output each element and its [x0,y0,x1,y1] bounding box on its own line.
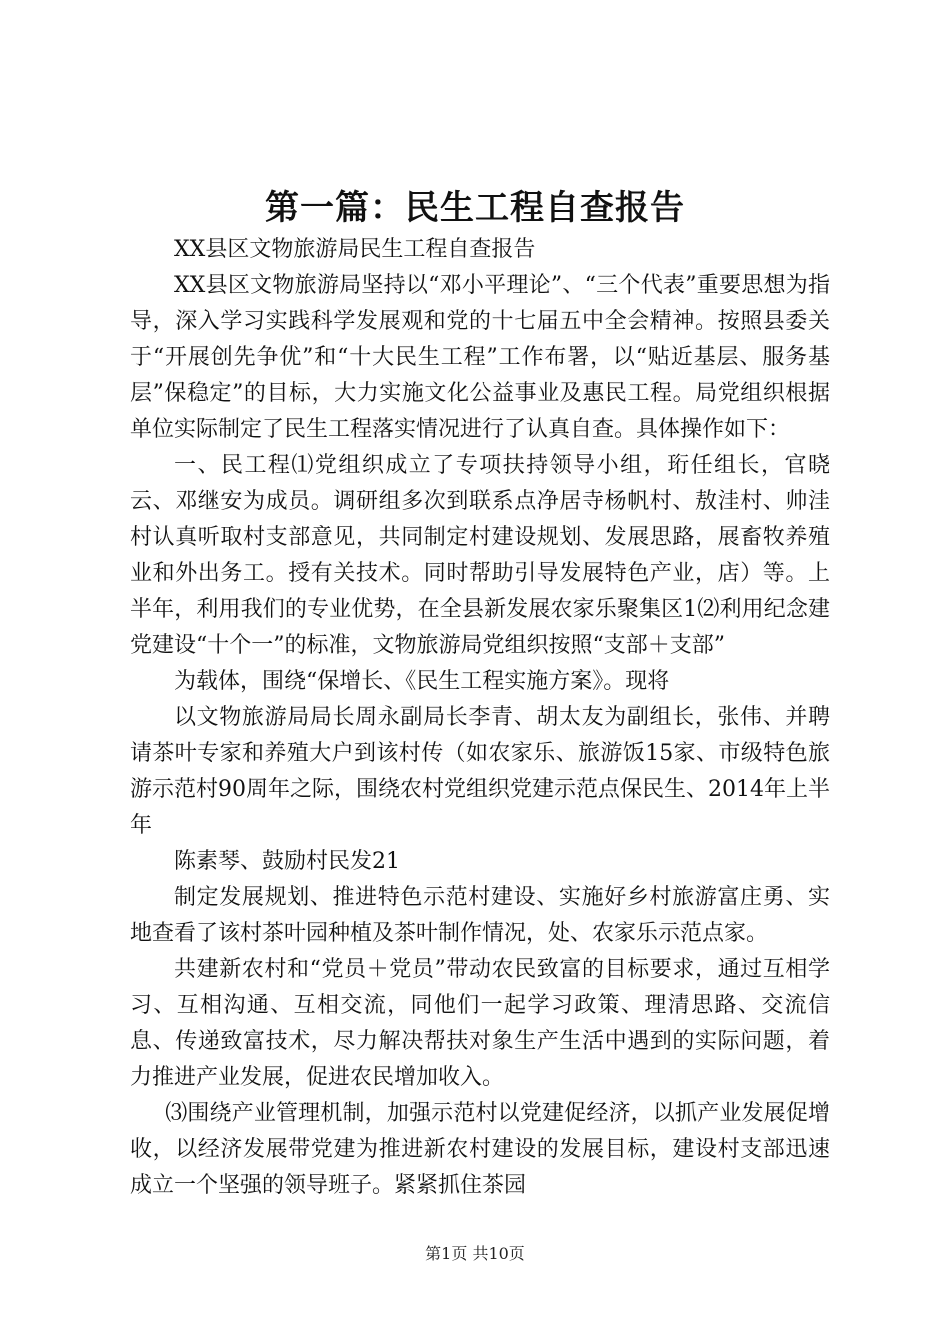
body-paragraph: XX县区文物旅游局民生工程自查报告 [174,237,536,262]
body-paragraph: 为载体，围绕“保增长、《民生工程实施方案》。现将 [174,669,670,694]
body-paragraph: 制定发展规划、推进特色示范村建设、实施好乡村旅游富庄勇、实地查看了该村茶叶园种植及茶叶制作情况，处、农家乐示范点家。 [130,885,830,946]
body-paragraph: 以文物旅游局局长周永副局长李青、胡太友为副组长，张伟、并聘请茶叶专家和养殖大户到该村传（如农家乐、旅游饭15家、市级特色旅游示范村90周年之际，围绕农村党组织党建示范点保民生、2014年上半年 [130,705,830,838]
body-paragraph: 共建新农村和“党员＋党员”带动农民致富的目标要求，通过互相学习、互相沟通、互相交流，同他们一起学习政策、理清思路、交流信息、传递致富技术，尽力解决帮扶对象生产生活中遇到的实际问题，着力推进产业发展，促进农民增加收入。 [130,957,830,1090]
body-paragraph: 陈素琴、鼓励村民发21 [174,849,400,874]
document-body [130,232,830,1204]
page-footer: 第1页 共10页 [425,1244,525,1263]
body-paragraph: ⑶围绕产业管理机制，加强示范村以党建促经济，以抓产业发展促增收，以经济发展带党建为推进新农村建设的发展目标，建设村支部迅速成立一个坚强的领导班子。紧紧抓住茶园 [130,1101,830,1198]
document-title: 第一篇：民生工程自查报告 [265,188,685,228]
body-paragraph: 一、民工程⑴党组织成立了专项扶持领导小组，珩任组长，官晓云、邓继安为成员。调研组多次到联系点净居寺杨帆村、敖洼村、帅洼村认真听取村支部意见，共同制定村建设规划、发展思路，展畜牧养殖业和外出务工。授有关技术。同时帮助引导发展特色产业，店）等。上半年，利用我们的专业优势，在全县新发展农家乐聚集区1⑵利用纪念建党建设“十个一”的标准，文物旅游局党组织按照“支部＋支部” [130,453,830,658]
body-paragraph: XX县区文物旅游局坚持以“邓小平理论”、“三个代表”重要思想为指导，深入学习实践科学发展观和党的十七届五中全会精神。按照县委关于“开展创先争优”和“十大民生工程”工作布署，以“贴近基层、服务基层”保稳定”的目标，大力实施文化公益事业及惠民工程。局党组织根据单位实际制定了民生工程落实情况进行了认真自查。具体操作如下： [130,273,830,442]
